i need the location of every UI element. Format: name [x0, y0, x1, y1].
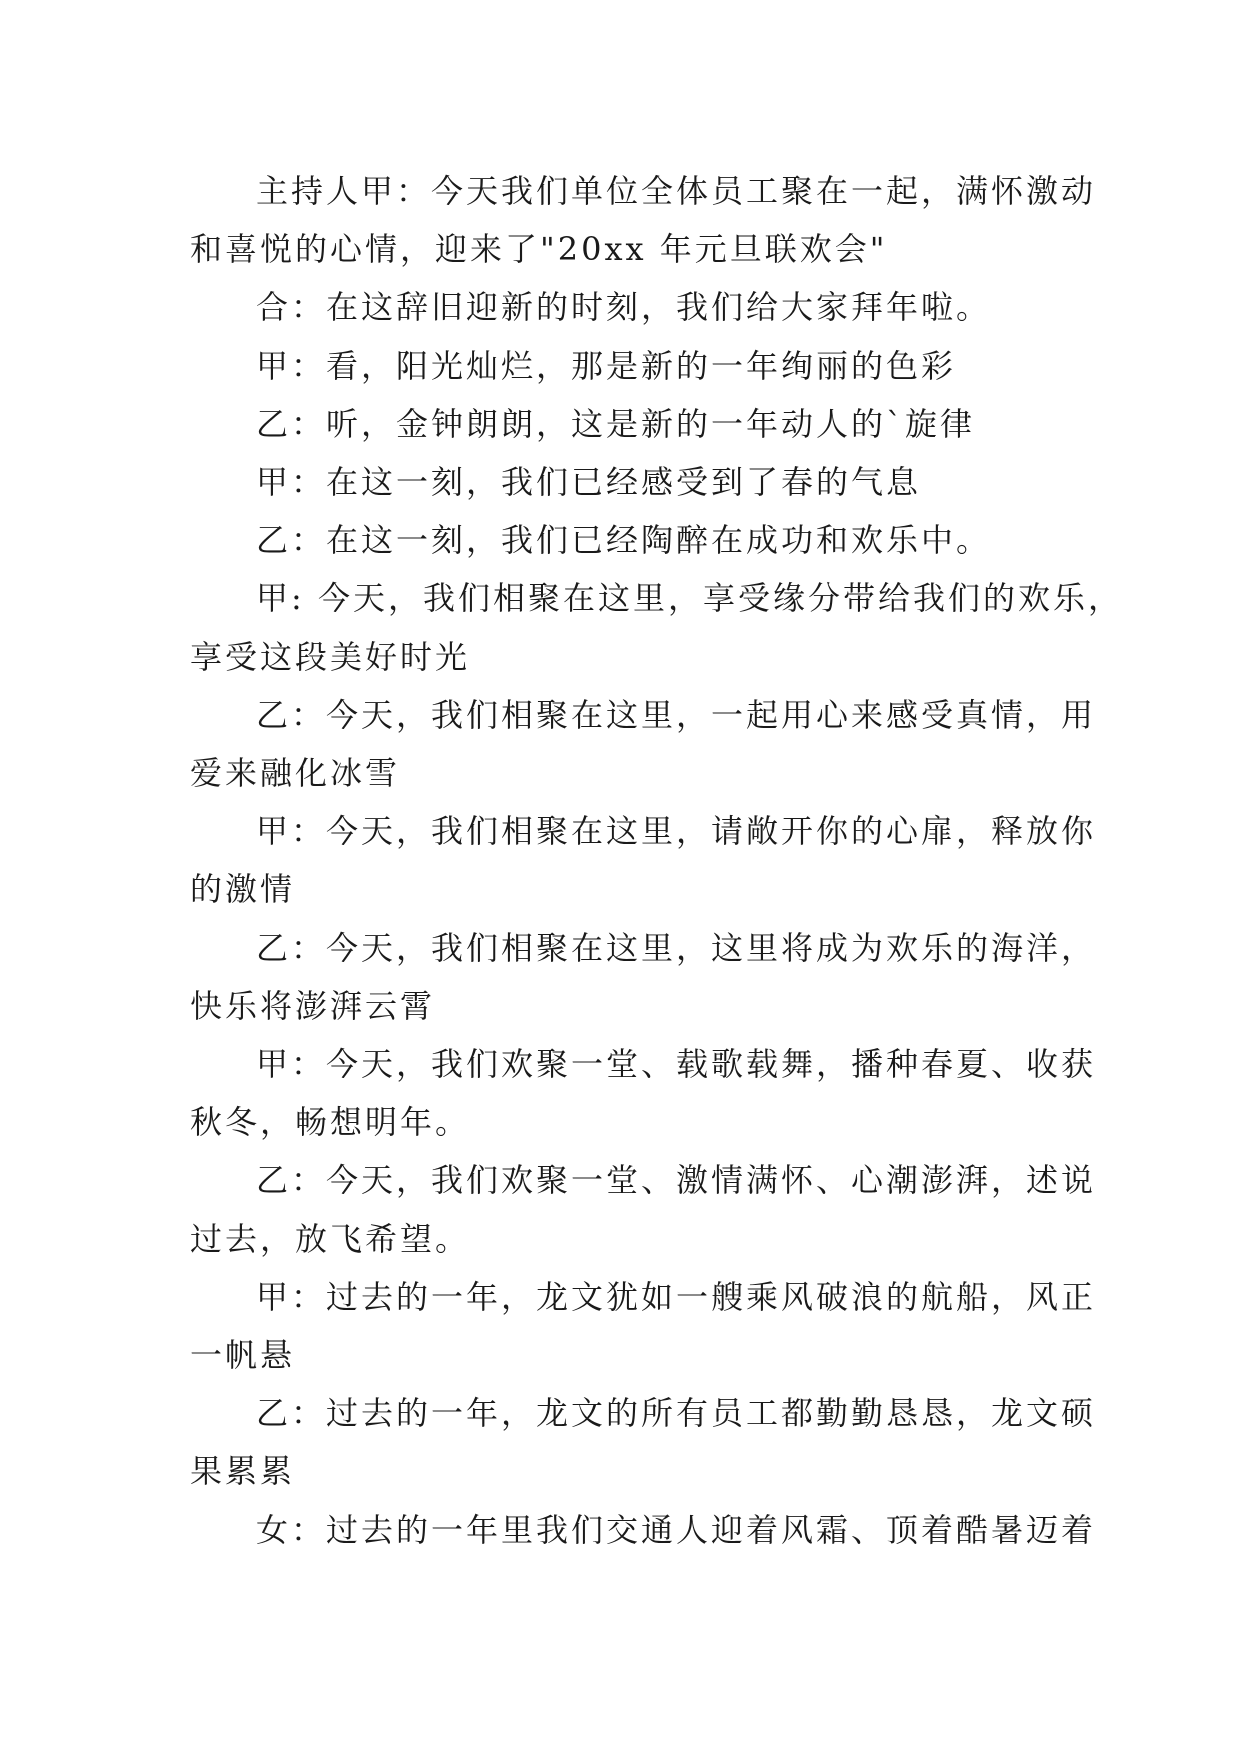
text-line: 乙：今天，我们欢聚一堂、激情满怀、心潮澎湃，述说 — [256, 1161, 1097, 1200]
paragraph — [190, 1151, 1097, 1267]
paragraph — [190, 919, 1097, 1035]
paragraph — [190, 1384, 1097, 1500]
text-line: 甲：今天，我们相聚在这里，请敞开你的心扉，释放你 — [256, 812, 1097, 851]
text-line: 的激情 — [190, 870, 296, 909]
text-line: 果累累 — [190, 1452, 296, 1491]
text-line: 和喜悦的心情，迎来了"20xx 年元旦联欢会" — [190, 230, 888, 269]
document-body — [190, 162, 1123, 1559]
text-line: 甲：今天，我们欢聚一堂、载歌载舞，播种春夏、收获 — [256, 1045, 1097, 1084]
paragraph — [190, 569, 1123, 685]
paragraph — [190, 395, 1056, 453]
paragraph — [190, 686, 1097, 802]
text-line: 甲：在这一刻，我们已经感受到了春的气息 — [256, 463, 922, 502]
paragraph — [190, 337, 1056, 395]
text-line: 享受这段美好时光 — [190, 637, 471, 676]
text-line: 乙：听，金钟朗朗，这是新的一年动人的`旋律 — [256, 404, 976, 443]
text-line: 甲: 今天，我们相聚在这里，享受缘分带给我们的欢乐， — [256, 579, 1123, 618]
paragraph — [190, 1268, 1097, 1384]
text-line: 过去，放飞希望。 — [190, 1219, 471, 1258]
text-line: 甲：过去的一年，龙文犹如一艘乘风破浪的航船，风正 — [256, 1277, 1097, 1316]
text-line: 主持人甲：今天我们单位全体员工聚在一起，满怀激动 — [256, 172, 1097, 210]
text-line: 甲：看，阳光灿烂，那是新的一年绚丽的色彩 — [256, 346, 957, 385]
paragraph — [190, 453, 1056, 511]
text-line: 乙：在这一刻，我们已经陶醉在成功和欢乐中。 — [256, 521, 992, 560]
text-line: 爱来融化冰雪 — [190, 754, 401, 793]
paragraph — [190, 1035, 1097, 1151]
text-line: 快乐将澎湃云霄 — [190, 986, 436, 1025]
paragraph — [190, 1501, 1097, 1559]
text-line: 秋冬，畅想明年。 — [190, 1103, 471, 1142]
paragraph — [190, 511, 1056, 569]
text-line: 一帆悬 — [190, 1336, 296, 1375]
text-line: 乙：过去的一年，龙文的所有员工都勤勤恳恳，龙文硕 — [256, 1394, 1097, 1433]
text-line: 乙：今天，我们相聚在这里，这里将成为欢乐的海洋， — [256, 928, 1097, 967]
paragraph — [190, 278, 1056, 336]
paragraph — [190, 162, 1097, 278]
text-line: 乙：今天，我们相聚在这里，一起用心来感受真情，用 — [256, 695, 1097, 734]
paragraph — [190, 802, 1097, 918]
text-line: 女：过去的一年里我们交通人迎着风霜、顶着酷暑迈着 — [256, 1510, 1097, 1549]
text-line: 合：在这辞旧迎新的时刻，我们给大家拜年啦。 — [256, 288, 992, 327]
